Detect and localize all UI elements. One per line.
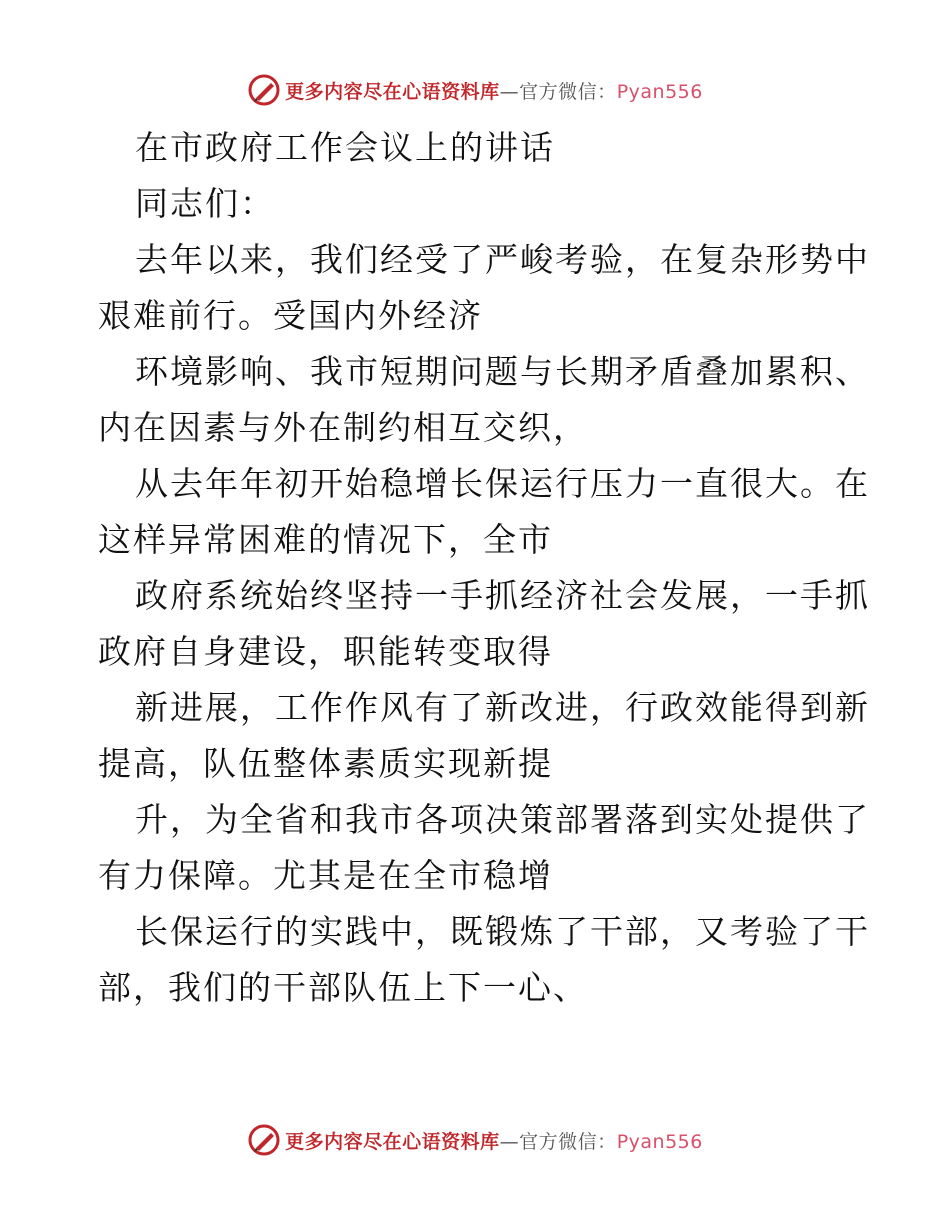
watermark-official: 官方微信： bbox=[519, 1130, 617, 1153]
header-watermark bbox=[0, 70, 950, 110]
watermark-account: Pyan556 bbox=[616, 80, 703, 103]
doc-line: 从去年年初开始稳增长保运行压力一直很大。在 bbox=[135, 464, 870, 503]
doc-line: 这样异常困难的情况下，全市 bbox=[98, 520, 553, 559]
doc-line: 同志们： bbox=[135, 184, 275, 223]
watermark-account: Pyan556 bbox=[616, 1130, 703, 1153]
doc-line: 部，我们的干部队伍上下一心、 bbox=[98, 968, 588, 1007]
watermark-official: 官方微信： bbox=[519, 80, 617, 103]
doc-line: 新进展，工作作风有了新改进，行政效能得到新 bbox=[135, 688, 870, 727]
doc-line: 提高，队伍整体素质实现新提 bbox=[98, 744, 553, 783]
doc-line: 政府系统始终坚持一手抓经济社会发展，一手抓 bbox=[135, 576, 870, 615]
document-body bbox=[98, 120, 870, 1016]
doc-line: 内在因素与外在制约相互交织， bbox=[98, 408, 588, 447]
watermark-site: 更多内容尽在心语资料库 bbox=[285, 80, 500, 103]
watermark-dash: — bbox=[499, 80, 520, 103]
doc-line: 有力保障。尤其是在全市稳增 bbox=[98, 856, 553, 895]
doc-line: 艰难前行。受国内外经济 bbox=[98, 296, 483, 335]
pen-logo-icon bbox=[247, 73, 281, 107]
watermark-site: 更多内容尽在心语资料库 bbox=[285, 1130, 500, 1153]
doc-line: 环境影响、我市短期问题与长期矛盾叠加累积、 bbox=[135, 352, 870, 391]
doc-line: 长保运行的实践中，既锻炼了干部，又考验了干 bbox=[135, 912, 870, 951]
watermark-dash: — bbox=[499, 1130, 520, 1153]
doc-line: 去年以来，我们经受了严峻考验，在复杂形势中 bbox=[135, 240, 870, 279]
footer-watermark bbox=[0, 1120, 950, 1160]
doc-line: 政府自身建设，职能转变取得 bbox=[98, 632, 553, 671]
pen-logo-icon bbox=[247, 1123, 281, 1157]
doc-line: 在市政府工作会议上的讲话 bbox=[135, 128, 555, 167]
doc-line: 升，为全省和我市各项决策部署落到实处提供了 bbox=[135, 800, 870, 839]
